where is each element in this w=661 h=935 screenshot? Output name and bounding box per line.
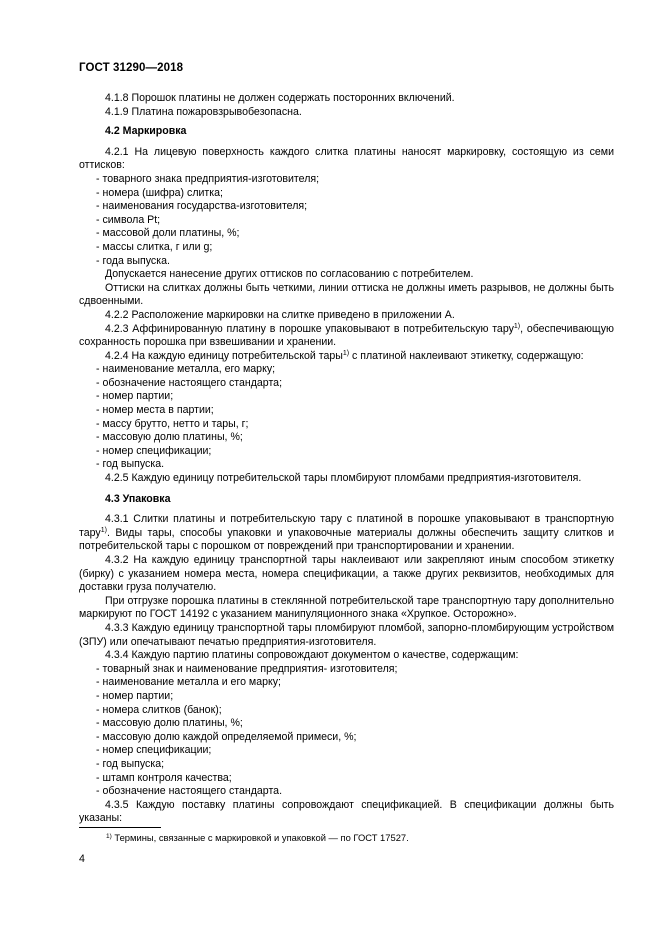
- section-heading: 4.3 Упаковка: [105, 492, 171, 505]
- list-item: - штамп контроля качества;: [96, 771, 232, 784]
- list-item: - массовую долю каждой определяемой примеси, %;: [96, 730, 357, 743]
- list-item: - номер партии;: [96, 689, 174, 702]
- list-item: - номер спецификации;: [96, 444, 212, 457]
- document-header: ГОСТ 31290—2018: [79, 62, 184, 74]
- footnote-text: Термины, связанные с маркировкой и упаковкой — по ГОСТ 17527.: [111, 832, 409, 843]
- section-heading: 4.2 Маркировка: [105, 125, 187, 138]
- list-item: - год выпуска;: [96, 757, 165, 770]
- paragraph-text: с платиной наклеивают этикетку, содержащую:: [349, 349, 584, 362]
- list-item: - номер партии;: [96, 390, 174, 403]
- list-item: - наименование металла, его марку;: [96, 363, 276, 376]
- paragraph-text: 4.3.1 Слитки платины и потребительскую тару с платиной в порошке упаковывают в транспортную тару: [79, 513, 614, 539]
- list-item: - год выпуска.: [96, 458, 165, 471]
- footnote-ref: 1): [513, 322, 521, 330]
- paragraph: При отгрузке порошка платины в стеклянной потребительской таре транспортную тару дополнительно маркируют по ГОСТ 14192 с указанием манипуляционного знака «Хрупкое. Осторожно».: [79, 594, 614, 621]
- paragraph: [79, 323, 614, 350]
- paragraph: Допускается нанесение других оттисков по согласованию с потребителем.: [105, 268, 474, 281]
- list-item: - массовую долю платины, %;: [96, 431, 243, 444]
- paragraph: 4.3.4 Каждую партию платины сопровождают документом о качестве, содержащим:: [105, 649, 519, 662]
- list-item: - массовую долю платины, %;: [96, 717, 243, 730]
- paragraph: [79, 513, 614, 554]
- list-item: - наименования государства-изготовителя;: [96, 200, 308, 213]
- list-item: - года выпуска.: [96, 254, 170, 267]
- paragraph: Оттиски на слитках должны быть четкими, линии оттиска не должны иметь разрывов, не должны быть сдвоенными.: [79, 281, 614, 308]
- list-item: - номера слитков (банок);: [96, 703, 222, 716]
- paragraph: [79, 350, 614, 364]
- paragraph: 4.1.8 Порошок платины не должен содержать посторонних включений.: [105, 92, 455, 104]
- paragraph: 4.3.2 На каждую единицу транспортной тары наклеивают или закрепляют иным способом этикетку (бирку) с указанием номера места, номера спецификации, а также других реквизитов, необходимых для доставки груза получателю.: [79, 554, 614, 594]
- page-number: 4: [79, 853, 85, 865]
- paragraph-text: , обеспечивающую сохранность порошка при взвешивании и хранении.: [79, 322, 614, 349]
- list-item: - наименование металла и его марку;: [96, 676, 281, 689]
- list-item: - товарный знак и наименование предприятия- изготовителя;: [96, 662, 398, 675]
- list-item: - массы слитка, г или g;: [96, 240, 213, 253]
- paragraph-text: . Виды тары, способы упаковки и упаковочные материалы должны обеспечить защиту слитков и потребительской тары с порошком от повреждений при транспортировании и хранении.: [79, 526, 614, 553]
- list-item: - номер места в партии;: [96, 404, 214, 417]
- list-item: - массовой доли платины, %;: [96, 227, 240, 240]
- paragraph: 4.1.9 Платина пожаровзрывобезопасна.: [105, 105, 302, 118]
- paragraph-text: 4.2.3 Аффинированную платину в порошке упаковывают в потребительскую тару: [105, 322, 514, 335]
- footnote-ref: 1): [342, 349, 350, 357]
- paragraph: 4.2.5 Каждую единицу потребительской тары пломбируют пломбами предприятия-изготовителя.: [105, 472, 582, 485]
- footnote-ref: 1): [100, 526, 107, 534]
- footnote-separator: [79, 827, 161, 828]
- list-item: - номер спецификации;: [96, 744, 212, 757]
- paragraph: 4.2.2 Расположение маркировки на слитке приведено в приложении А.: [105, 308, 455, 321]
- footnote-mark: 1): [106, 833, 112, 840]
- list-item: - товарного знака предприятия-изготовителя;: [96, 172, 320, 185]
- list-item: - символа Pt;: [96, 213, 161, 226]
- list-item: - номера (шифра) слитка;: [96, 186, 223, 199]
- document-body: [79, 92, 614, 826]
- paragraph-text: 4.2.4 На каждую единицу потребительской тары: [105, 349, 343, 362]
- list-item: - обозначение настоящего стандарта.: [96, 785, 283, 798]
- paragraph: 4.2.1 На лицевую поверхность каждого слитка платины наносят маркировку, состоящую из семи оттисков:: [79, 145, 614, 172]
- list-item: - массу брутто, нетто и тары, г;: [96, 417, 249, 430]
- paragraph: 4.3.3 Каждую единицу транспортной тары пломбируют пломбой, запорно-пломбирующим устройством (ЗПУ) или опечатывают печатью предприятия-изготовителя.: [79, 621, 614, 648]
- paragraph: 4.3.5 Каждую поставку платины сопровождают спецификацией. В спецификации должны быть указаны:: [79, 798, 614, 825]
- footnote: [106, 832, 409, 843]
- list-item: - обозначение настоящего стандарта;: [96, 376, 283, 389]
